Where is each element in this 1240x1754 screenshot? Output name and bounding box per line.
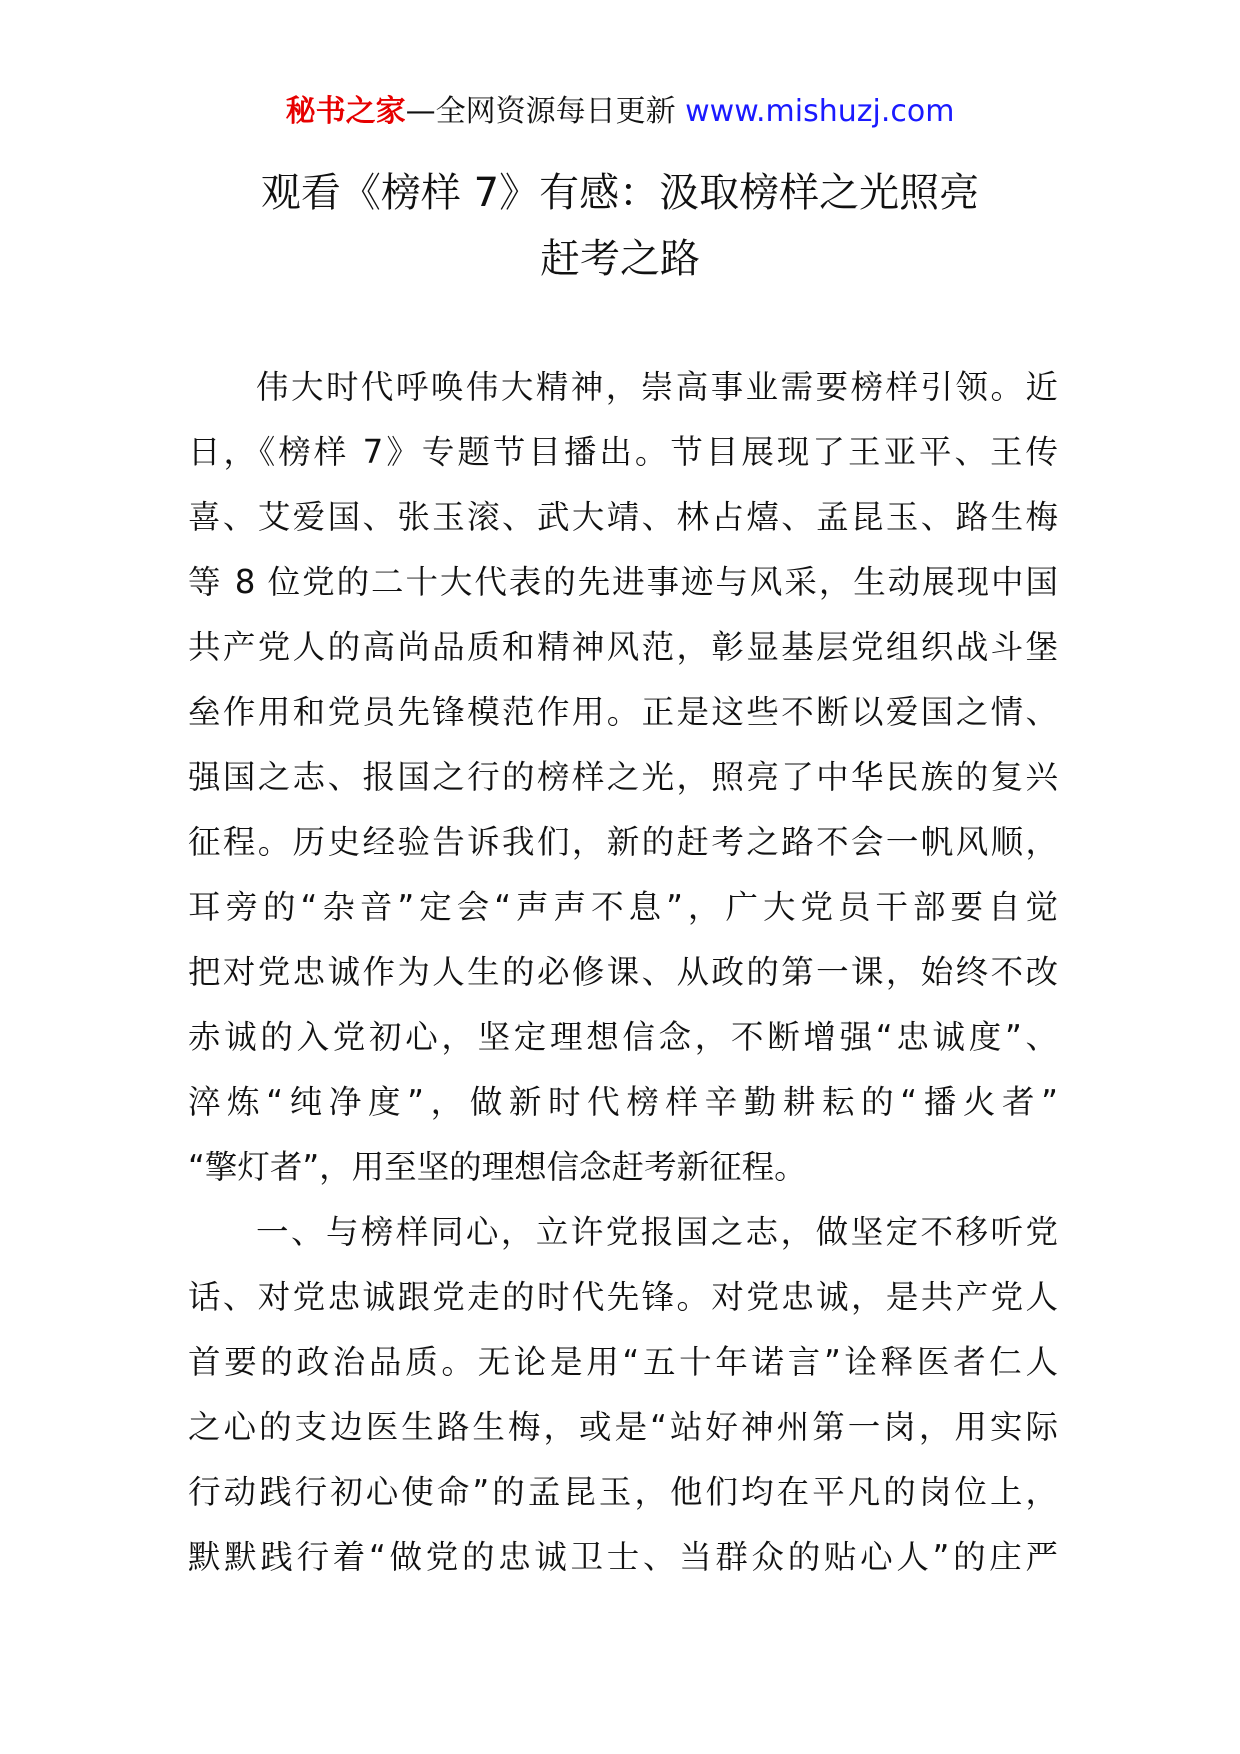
title-line-1: 观看《榜样 7》有感：汲取榜样之光照亮	[260, 170, 980, 216]
paragraph-1-line: 耳旁的“杂音”定会“声声不息”，广大党员干部要自觉	[188, 888, 1058, 926]
paragraph-1-line: 伟大时代呼唤伟大精神，崇高事业需要榜样引领。近	[256, 368, 1058, 406]
paragraph-1-line: 垒作用和党员先锋模范作用。正是这些不断以爱国之情、	[188, 693, 1058, 731]
paragraph-2-line: 行动践行初心使命”的孟昆玉，他们均在平凡的岗位上，	[188, 1473, 1058, 1511]
site-header	[0, 92, 1240, 132]
paragraph-1-line: 把对党忠诚作为人生的必修课、从政的第一课，始终不改	[188, 953, 1058, 991]
header-tagline: —全网资源每日更新	[405, 94, 676, 129]
document-body	[188, 355, 1058, 1590]
title-line-2: 赶考之路	[540, 236, 700, 282]
paragraph-2-line: 话、对党忠诚跟党走的时代先锋。对党忠诚，是共产党人	[188, 1278, 1058, 1316]
paragraph-1-line: 征程。历史经验告诉我们，新的赶考之路不会一帆风顺，	[188, 823, 1058, 861]
brand-name: 秘书之家	[285, 94, 406, 129]
paragraph-2-line: 之心的支边医生路生梅，或是“站好神州第一岗，用实际	[188, 1408, 1058, 1446]
paragraph-1-line: 等 8 位党的二十大代表的先进事迹与风采，生动展现中国	[188, 563, 1058, 601]
paragraph-1-line: 强国之志、报国之行的榜样之光，照亮了中华民族的复兴	[188, 758, 1058, 796]
paragraph-1-line: 淬炼“纯净度”，做新时代榜样辛勤耕耘的“播火者”	[188, 1083, 1058, 1121]
paragraph-1-line: 共产党人的高尚品质和精神风范，彰显基层党组织战斗堡	[188, 628, 1058, 666]
document-title	[170, 160, 1070, 292]
paragraph-2-line: 一、与榜样同心，立许党报国之志，做坚定不移听党	[256, 1213, 1058, 1251]
paragraph-2-line: 首要的政治品质。无论是用“五十年诺言”诠释医者仁人	[188, 1343, 1058, 1381]
paragraph-1-line: 日，《榜样 7》专题节目播出。节目展现了王亚平、王传	[188, 433, 1058, 471]
paragraph-1-line: 喜、艾爱国、张玉滚、武大靖、林占熺、孟昆玉、路生梅	[188, 498, 1058, 536]
paragraph-1-line: 赤诚的入党初心，坚定理想信念，不断增强“忠诚度”、	[188, 1018, 1058, 1056]
site-url-link[interactable]: www.mishuzj.com	[685, 94, 955, 129]
paragraph-1-line: “擎灯者”，用至坚的理想信念赶考新征程。	[188, 1148, 807, 1186]
paragraph-2-line: 默默践行着“做党的忠诚卫士、当群众的贴心人”的庄严	[188, 1538, 1058, 1576]
